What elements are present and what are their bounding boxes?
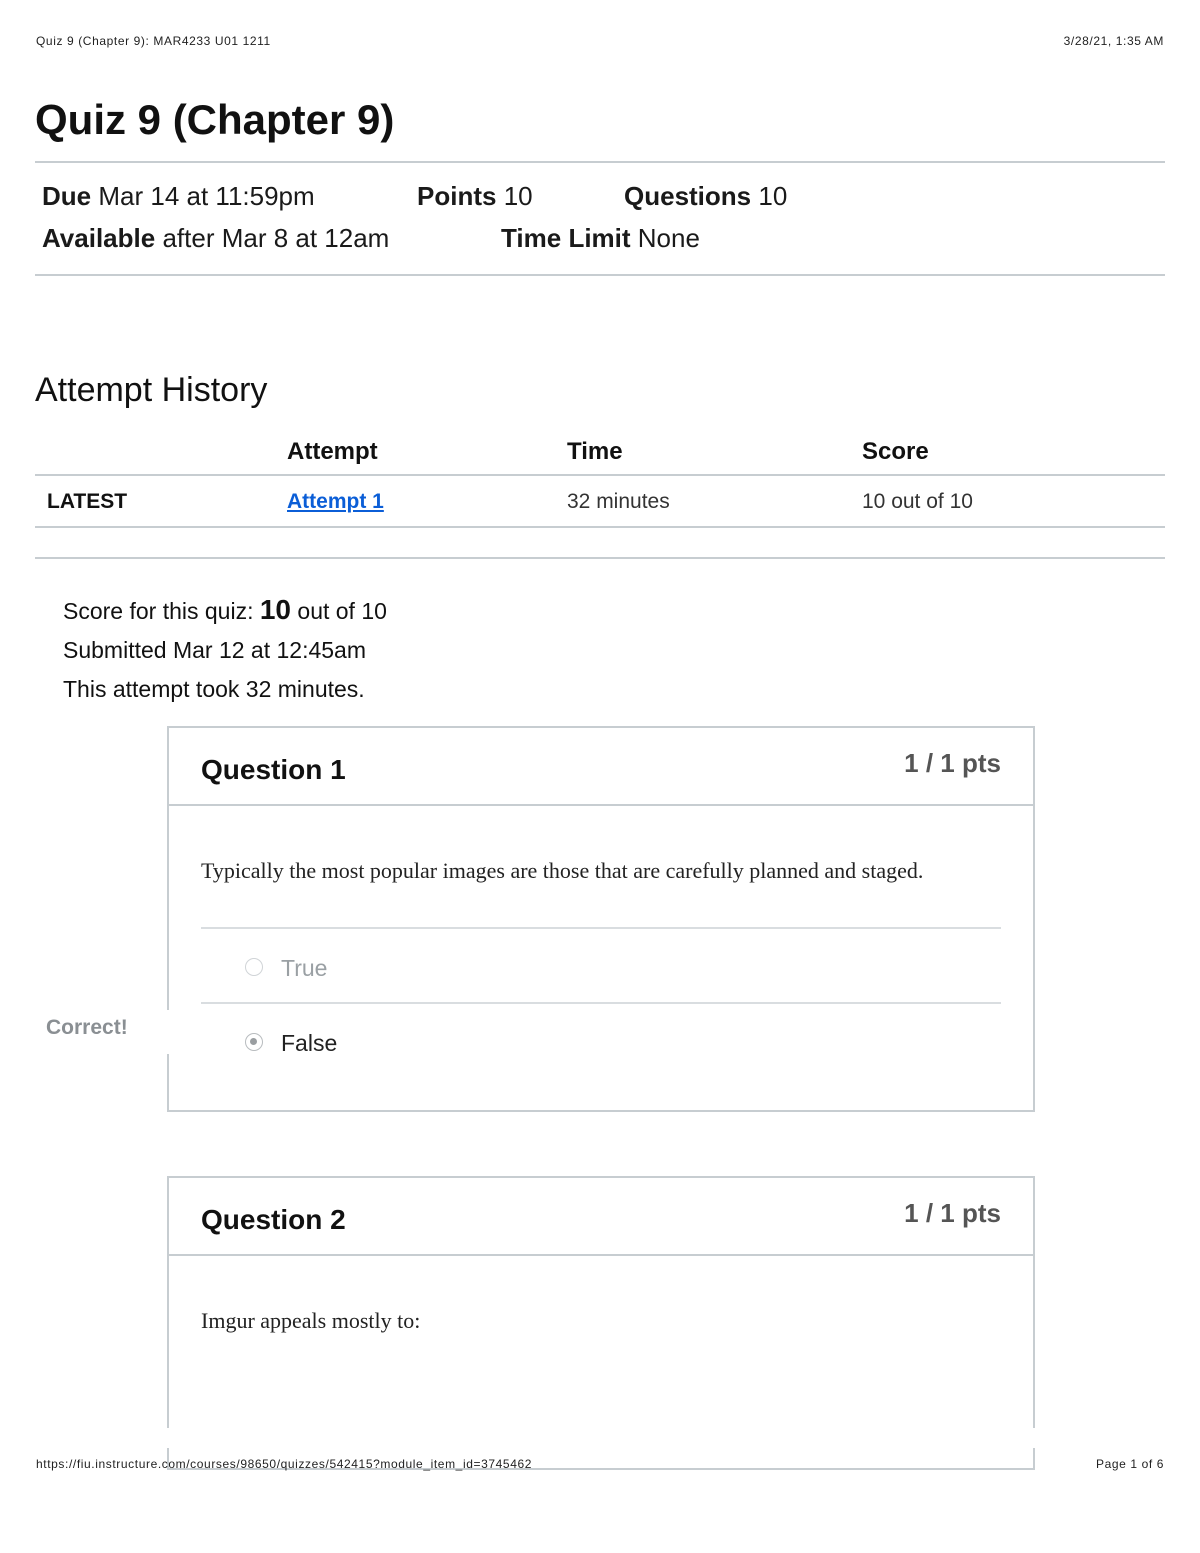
points [417, 181, 533, 211]
points-label: Points [417, 181, 497, 211]
attempt-1-link[interactable]: Attempt 1 [287, 490, 384, 513]
question-header [169, 728, 1033, 806]
page-number: Page 1 of 6 [1096, 1457, 1164, 1471]
divider [35, 557, 1165, 559]
due-date [42, 181, 315, 211]
question-points: 1 / 1 pts [904, 1198, 1001, 1228]
due-value: Mar 14 at 11:59pm [98, 181, 315, 211]
time-limit-label: Time Limit [501, 223, 631, 253]
print-header-title: Quiz 9 (Chapter 9): MAR4233 U01 1211 [36, 34, 271, 48]
available-date [42, 223, 389, 253]
attempt-score: 10 out of 10 [862, 490, 973, 513]
question-text: Typically the most popular images are those that are carefully planned and staged. [201, 858, 924, 883]
radio-button-icon[interactable] [245, 958, 263, 976]
page-title: Quiz 9 (Chapter 9) [35, 96, 395, 143]
questions-value: 10 [758, 181, 788, 211]
table-row [35, 476, 1165, 528]
correct-answer-flag: Correct! [46, 1016, 168, 1040]
question-card [167, 1176, 1035, 1470]
attempt-history-table [35, 432, 1165, 528]
questions-label: Questions [624, 181, 752, 211]
print-footer [36, 1457, 1164, 1473]
attempt-history-title: Attempt History [35, 371, 268, 409]
duration-line: This attempt took 32 minutes. [63, 676, 365, 702]
print-header-timestamp: 3/28/21, 1:35 AM [1063, 34, 1164, 48]
quiz-summary [63, 590, 387, 709]
answer-divider [201, 927, 1001, 929]
score-value: 10 [259, 594, 292, 625]
submitted-line: Submitted Mar 12 at 12:45am [63, 637, 366, 663]
available-label: Available [42, 223, 156, 253]
available-value: after Mar 8 at 12am [162, 223, 390, 253]
points-value: 10 [503, 181, 533, 211]
divider [35, 274, 1165, 276]
time-limit-value: None [637, 223, 700, 253]
print-header [36, 34, 1164, 50]
radio-button-checked-icon[interactable] [245, 1033, 263, 1051]
column-header-score: Score [862, 438, 929, 465]
answer-label: True [281, 955, 328, 981]
latest-tag: LATEST [47, 490, 128, 513]
column-header-time: Time [567, 438, 623, 465]
print-footer-url: https://fiu.instructure.com/courses/98650/quizzes/542415?module_item_id=3745462 [36, 1457, 533, 1471]
column-header-attempt: Attempt [287, 438, 378, 465]
attempt-time: 32 minutes [567, 490, 670, 513]
score-suffix: out of 10 [291, 598, 387, 624]
divider [35, 161, 1165, 163]
score-prefix: Score for this quiz: [63, 598, 260, 624]
answer-divider [201, 1002, 1001, 1004]
time-limit [501, 223, 700, 253]
question-title: Question 2 [201, 1204, 346, 1235]
table-header-row [35, 432, 1165, 476]
answer-label: False [281, 1030, 338, 1056]
question-points: 1 / 1 pts [904, 748, 1001, 778]
question-header [169, 1178, 1033, 1256]
due-label: Due [42, 181, 92, 211]
questions-count [624, 181, 787, 211]
page-break [0, 1428, 1200, 1448]
question-title: Question 1 [201, 754, 346, 785]
question-card [167, 726, 1035, 1112]
score-line [63, 590, 387, 631]
question-text: Imgur appeals mostly to: [201, 1308, 421, 1333]
